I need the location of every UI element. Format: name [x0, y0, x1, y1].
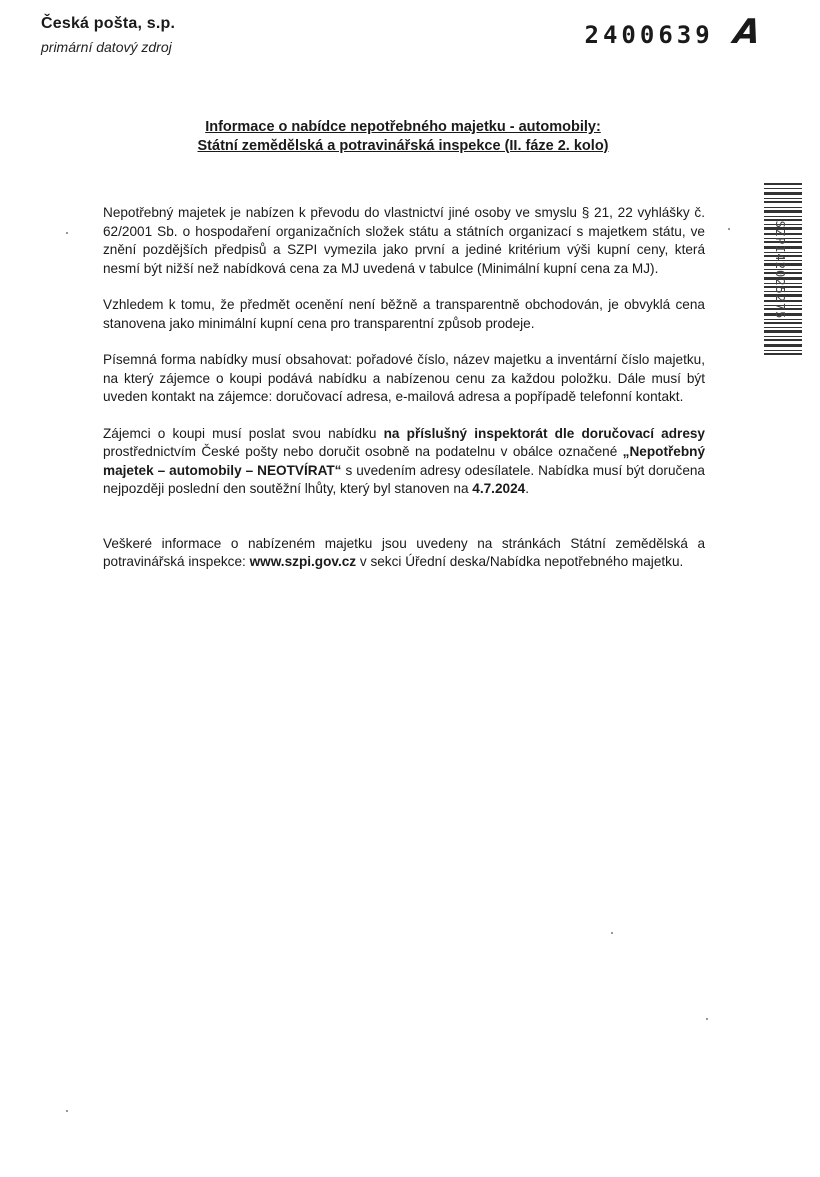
- more-info-text-a: Veškeré informace o nabízeném majetku jsou uvedeny na stránkách Státní zemědělská a potravinářská inspekce:: [103, 535, 705, 569]
- website-link: www.szpi.gov.cz: [249, 554, 357, 569]
- scan-speck: [66, 1110, 68, 1112]
- title-line-2: Státní zemědělská a potravinářská inspekce (II. fáze 2. kolo): [197, 138, 609, 154]
- document-id: [584, 12, 763, 52]
- sender-name: Česká pošta, s.p.: [41, 15, 176, 32]
- paragraph-price: Vzhledem k tomu, že předmět ocenění není běžně a transparentně obchodován, je obvyklá cena stanovena jako minimální kupní cena pro transparentní způsob prodeje.: [103, 297, 705, 331]
- deadline-date: 4.7.2024: [472, 481, 526, 496]
- paragraph-legal-basis: Nepotřebný majetek je nabízen k převodu do vlastnictví jiné osoby ve smyslu § 21, 22 vyhlášky č. 62/2001 Sb. o hospodaření organizačních složek státu a státních organizací s majetkem státu, ve znění pozdějších předpisů a SZPI vymezila jako první a jediné kritérium výši kupní ceny, která nesmí být nižší než nabídková cena za MJ uvedená v tabulce (Minimální kupní cena za MJ).: [103, 205, 705, 276]
- submission-text-g: .: [525, 481, 529, 496]
- paragraph-offer-content: Písemná forma nabídky musí obsahovat: pořadové číslo, název majetku a inventární číslo majetku, na který zájemce o koupi podává nabídku a nabízenou cenu za každou položku. Dále musí být uveden kontakt na zájemce: doručovací adresa, e-mailová adresa a popřípadě telefonní kontakt.: [103, 352, 705, 404]
- scan-speck: [728, 228, 730, 230]
- document-title: [0, 118, 820, 156]
- scan-speck: [706, 1018, 708, 1020]
- envelope-label: „Nepotřebný majetek – automobily – NEOTVÍRAT“: [103, 444, 705, 478]
- document-suffix: A: [730, 12, 763, 52]
- title-line-1: Informace o nabídce nepotřebného majetku - automobily:: [205, 119, 601, 135]
- barcode-text: SZPI42025275: [773, 220, 787, 320]
- more-info-text-c: v sekci Úřední deska/Nabídka nepotřebného majetku.: [356, 554, 684, 569]
- scan-speck: [66, 232, 68, 234]
- submission-text-a: Zájemci o koupi musí poslat svou nabídku: [103, 425, 384, 441]
- submission-text-c: prostřednictvím České pošty nebo doručit osobně na podatelnu v obálce označené: [103, 444, 623, 459]
- document-number: 2400639: [584, 21, 714, 49]
- sender-subtitle: primární datový zdroj: [41, 39, 172, 55]
- submission-inspectorate: na příslušný inspektorát dle doručovací adresy: [383, 425, 705, 441]
- sender-block: [41, 15, 175, 55]
- document-body: [103, 204, 705, 590]
- barcode-stamp: [760, 183, 810, 358]
- paragraph-more-info: [103, 535, 705, 572]
- submission-text-e: s uvedením adresy odesílatele. Nabídka musí být doručena nejpozději poslední den soutěžní lhůty, který byl stanoven na: [103, 462, 705, 496]
- scan-speck: [611, 932, 613, 934]
- paragraph-submission: [103, 425, 705, 499]
